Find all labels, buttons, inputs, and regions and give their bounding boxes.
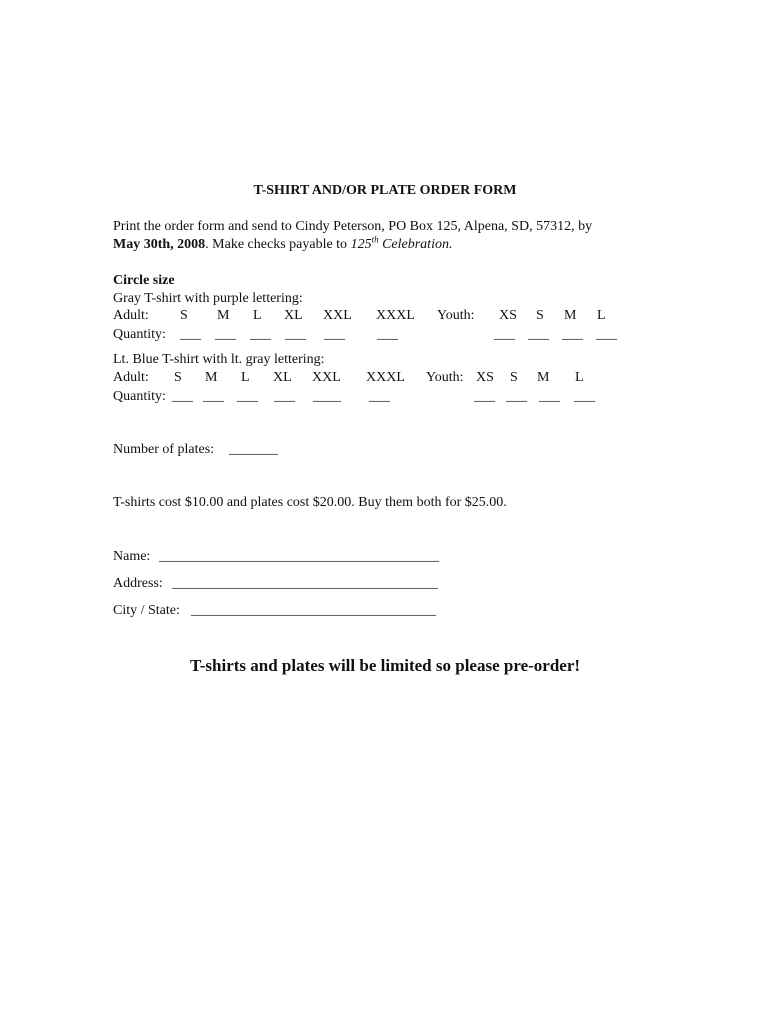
gray-youth-label: Youth: — [437, 308, 475, 323]
checks-payable-text: . Make checks payable to — [205, 237, 351, 252]
plates-quantity-field[interactable]: _______ — [229, 442, 278, 457]
gray-qty-youth-l[interactable]: ___ — [596, 327, 617, 342]
payee-number: 125 — [350, 237, 372, 252]
blue-qty-l[interactable]: ___ — [237, 389, 258, 404]
blue-youth-size-m[interactable]: M — [537, 370, 550, 385]
blue-qty-s[interactable]: ___ — [172, 389, 193, 404]
blue-youth-size-l[interactable]: L — [575, 370, 584, 385]
payee-suffix: th — [371, 234, 379, 245]
blue-qty-xxl[interactable]: ____ — [313, 389, 341, 404]
gray-qty-xxl[interactable]: ___ — [324, 327, 345, 342]
gray-size-m[interactable]: M — [217, 308, 230, 323]
blue-qty-youth-l[interactable]: ___ — [574, 389, 595, 404]
blue-adult-label: Adult: — [113, 370, 149, 385]
gray-adult-label: Adult: — [113, 308, 149, 323]
gray-qty-youth-xs[interactable]: ___ — [494, 327, 515, 342]
gray-qty-xxxl[interactable]: ___ — [377, 327, 398, 342]
city-state-field[interactable]: ___________________________________ — [191, 603, 436, 618]
gray-shirt-heading: Gray T-shirt with purple lettering: — [113, 291, 303, 306]
blue-qty-youth-xs[interactable]: ___ — [474, 389, 495, 404]
gray-youth-size-xs[interactable]: XS — [499, 308, 517, 323]
address-field[interactable]: ______________________________________ — [172, 576, 438, 591]
gray-qty-l[interactable]: ___ — [250, 327, 271, 342]
blue-quantity-label: Quantity: — [113, 389, 166, 404]
address-label: Address: — [113, 576, 163, 591]
blue-youth-size-s[interactable]: S — [510, 370, 518, 385]
gray-size-l[interactable]: L — [253, 308, 262, 323]
gray-qty-s[interactable]: ___ — [180, 327, 201, 342]
name-field[interactable]: ________________________________________ — [159, 549, 439, 564]
intro-line-1: Print the order form and send to Cindy Peterson, PO Box 125, Alpena, SD, 57312, by — [113, 219, 593, 234]
name-label: Name: — [113, 549, 151, 564]
gray-qty-xl[interactable]: ___ — [285, 327, 306, 342]
form-title: T-SHIRT AND/OR PLATE ORDER FORM — [253, 183, 517, 198]
blue-qty-m[interactable]: ___ — [203, 389, 224, 404]
deadline-date: May 30th, 2008 — [113, 237, 206, 252]
gray-youth-size-s[interactable]: S — [536, 308, 544, 323]
gray-qty-youth-s[interactable]: ___ — [528, 327, 549, 342]
blue-size-xl[interactable]: XL — [273, 370, 292, 385]
blue-size-m[interactable]: M — [205, 370, 218, 385]
blue-size-xxl[interactable]: XXL — [312, 370, 341, 385]
intro-line-2 — [113, 234, 453, 252]
circle-size-heading: Circle size — [113, 273, 175, 288]
gray-youth-size-m[interactable]: M — [564, 308, 577, 323]
gray-youth-size-l[interactable]: L — [597, 308, 606, 323]
blue-qty-youth-s[interactable]: ___ — [506, 389, 527, 404]
payee-name: Celebration. — [378, 237, 453, 252]
pricing-text: T-shirts cost $10.00 and plates cost $20.00. Buy them both for $25.00. — [113, 495, 507, 510]
blue-size-xxxl[interactable]: XXXL — [366, 370, 405, 385]
blue-youth-label: Youth: — [426, 370, 464, 385]
closing-note: T-shirts and plates will be limited so please pre-order! — [189, 656, 581, 675]
blue-qty-xxxl[interactable]: ___ — [369, 389, 390, 404]
blue-size-s[interactable]: S — [174, 370, 182, 385]
blue-qty-xl[interactable]: ___ — [274, 389, 295, 404]
blue-size-l[interactable]: L — [241, 370, 250, 385]
blue-qty-youth-m[interactable]: ___ — [539, 389, 560, 404]
gray-size-xl[interactable]: XL — [284, 308, 303, 323]
gray-size-s[interactable]: S — [180, 308, 188, 323]
blue-youth-size-xs[interactable]: XS — [476, 370, 494, 385]
gray-size-xxl[interactable]: XXL — [323, 308, 352, 323]
gray-qty-m[interactable]: ___ — [215, 327, 236, 342]
city-state-label: City / State: — [113, 603, 180, 618]
blue-shirt-heading: Lt. Blue T-shirt with lt. gray lettering: — [113, 352, 325, 367]
gray-size-xxxl[interactable]: XXXL — [376, 308, 415, 323]
plates-label: Number of plates: — [113, 442, 215, 457]
gray-qty-youth-m[interactable]: ___ — [562, 327, 583, 342]
gray-quantity-label: Quantity: — [113, 327, 166, 342]
